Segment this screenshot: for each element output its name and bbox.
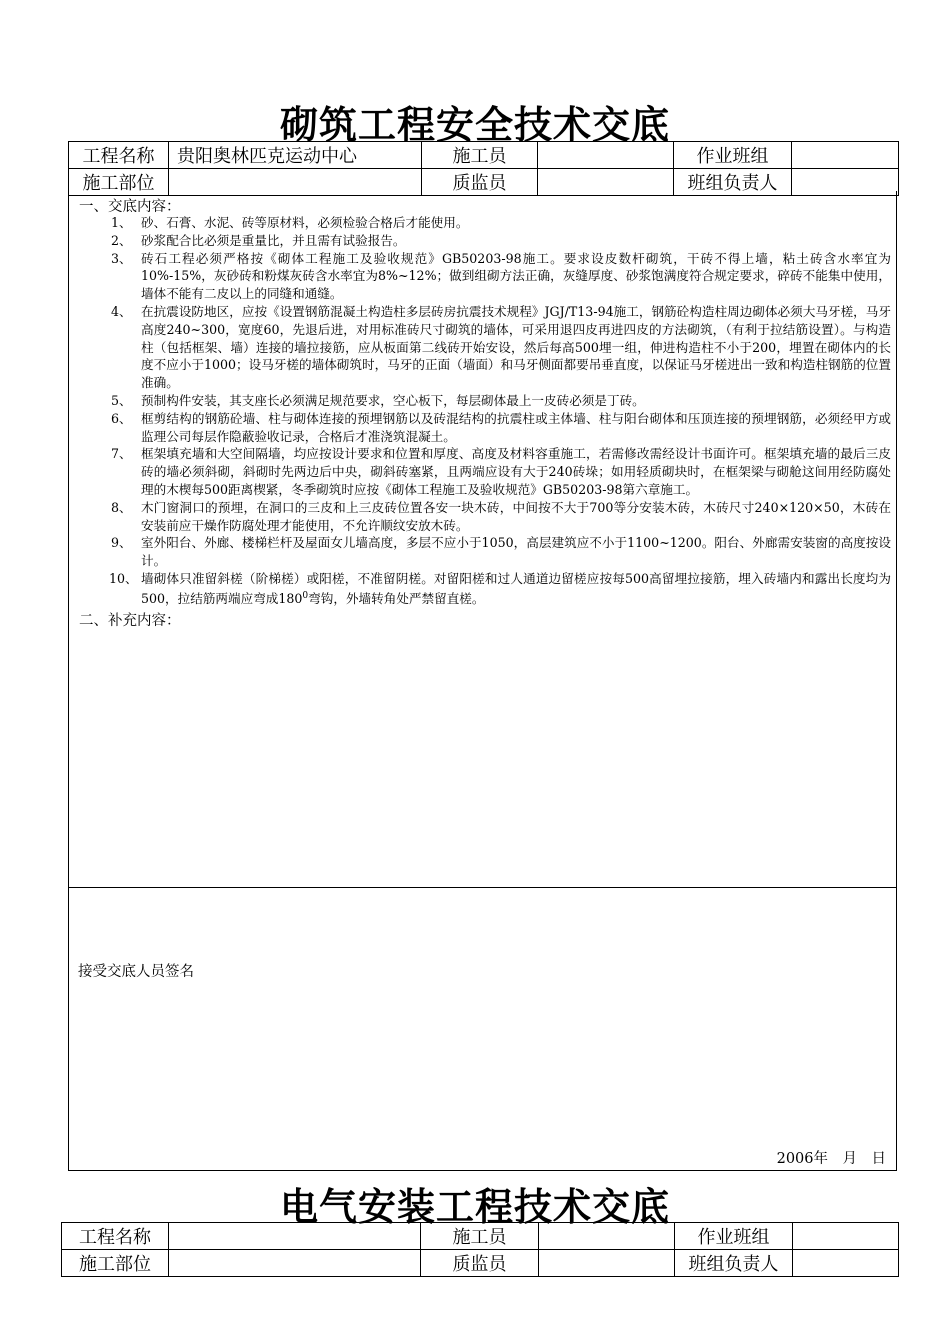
- item-text: 木门窗洞口的预埋，在洞口的三皮和上三皮砖位置各安一块木砖，中间按不大于700等分安装木砖，木砖尺寸240×120×50，木砖在安装前应干燥作防腐处理才能使用，不允许顺纹安放木砖。: [141, 499, 891, 533]
- doc1-title: 砌筑工程安全技术交底: [279, 103, 670, 147]
- leader-label: 班组负责人: [674, 169, 792, 196]
- worker-value[interactable]: [538, 142, 674, 169]
- item-number: 10、: [109, 570, 138, 586]
- item-number: 2、: [111, 232, 132, 248]
- item-text: 墙砌体只准留斜槎（阶梯槎）或阳槎，不准留阴槎。对留阳槎和过人通道边留槎应按每500高留埋拉接筋，埋入砖墙内和露出长度均为500，拉结筋两端应弯成180: [141, 570, 891, 606]
- signature-date: 2006年 月 日: [776, 1151, 886, 1167]
- signature-box[interactable]: [68, 887, 897, 1171]
- section2-title: 二、补充内容：: [79, 613, 181, 629]
- item-text: 框剪结构的钢筋砼墙、柱与砌体连接的预埋钢筋以及砖混结构的抗震柱或主体墙、柱与阳台砌体和压顶连接的预埋钢筋，必须经甲方或监理公司每层作隐蔽验收记录，合格后才准浇筑混凝土。: [141, 410, 891, 444]
- project-name-value[interactable]: [169, 1223, 421, 1250]
- list-item: [79, 499, 891, 535]
- signature-label: 接受交底人员签名: [78, 964, 194, 980]
- list-item: [79, 214, 891, 232]
- list-item: [79, 392, 891, 410]
- leader-value[interactable]: [793, 1250, 899, 1277]
- team-value[interactable]: [792, 142, 899, 169]
- item-number: 3、: [111, 250, 132, 266]
- list-item: [79, 250, 891, 303]
- section1-title: 一、交底内容：: [79, 199, 181, 215]
- doc2-title: 电气安装工程技术交底: [279, 1185, 670, 1229]
- inspector-label: 质监员: [421, 1250, 539, 1277]
- list-item: [79, 445, 891, 498]
- list-item: [79, 303, 891, 392]
- item-number: 1、: [111, 215, 132, 230]
- location-label: 施工部位: [69, 169, 169, 196]
- worker-label: 施工员: [422, 142, 538, 169]
- briefing-items-list: [79, 214, 891, 608]
- list-item: [79, 570, 891, 608]
- item-number: 6、: [111, 410, 132, 426]
- project-name-value[interactable]: 贵阳奥林匹克运动中心: [169, 142, 422, 169]
- list-item: [79, 534, 891, 570]
- item-text-tail: 弯钩，外墙转角处严禁留直槎。: [308, 590, 485, 606]
- inspector-value[interactable]: [539, 1250, 675, 1277]
- worker-value[interactable]: [539, 1223, 675, 1250]
- project-name-label: 工程名称: [62, 1223, 169, 1250]
- item-text: 框架填充墙和大空间隔墙，均应按设计要求和位置和厚度、高度及材料容重施工，若需修改需经设计书面许可。框架填充墙的最后三皮砖的墙必须斜砌，斜砌时先两边后中央，砌斜砖塞紧，且两端应设有大于240砖垛；如用轻质砌块时，在框架梁与砌舱这间用经防腐处理的木楔每500距离楔紧，冬季砌筑时应按《砌体工程施工及验收规范》GB50203-98第六章施工。: [141, 446, 891, 497]
- item-text: 在抗震设防地区，应按《设置钢筋混凝土构造柱多层砖房抗震技术规程》JGJ/T13-94施工，钢筋砼构造柱周边砌体必须大马牙槎，马牙高度240~300，宽度60，先退后进，对用标准砖尺寸砌筑的墙体，可采用退四皮再进四皮的方法砌筑，（有利于拉结筋设置）。与构造柱（包括框架、墙）连接的墙拉接筋，应从板面第二线砖开始安设，然后每高500埋一组，伸进构造柱不小于200，埋置在砌体内的长度不应小于1000；设马牙槎的墙体砌筑时，马牙的正面（墙面）和马牙侧面都要吊垂直度，以保证马牙槎进出一致和构造柱钢筋的位置准确。: [141, 303, 891, 391]
- item-text: 预制构件安装，其支座长必须满足规范要求，空心板下，每层砌体最上一皮砖必须是丁砖。: [141, 392, 645, 408]
- briefing-content-box: [68, 191, 897, 888]
- team-label: 作业班组: [675, 1223, 793, 1250]
- item-number: 9、: [111, 535, 132, 551]
- project-name-label: 工程名称: [69, 142, 169, 169]
- worker-label: 施工员: [421, 1223, 539, 1250]
- item-number: 5、: [111, 392, 132, 408]
- team-label: 作业班组: [674, 142, 792, 169]
- item-text: 砖石工程必须严格按《砌体工程施工及验收规范》GB50203-98施工。要求设皮数杆砌筑，干砖不得上墙，粘土砖含水率宜为10%-15%，灰砂砖和粉煤灰砖含水率宜为8%~12%；做到组砌方法正确，灰缝厚度、砂浆饱满度符合规定要求，碎砖不能集中使用，墙体不能有二皮以上的同缝和通缝。: [141, 250, 891, 302]
- doc1-header-table: [68, 141, 899, 196]
- team-value[interactable]: [793, 1223, 899, 1250]
- item-text: 砂浆配合比必须是重量比，并且需有试验报告。: [141, 232, 406, 248]
- item-text: 砂、石膏、水泥、砖等原材料，必须检验合格后才能使用。: [141, 215, 469, 230]
- list-item: [79, 232, 891, 250]
- leader-label: 班组负责人: [675, 1250, 793, 1277]
- item-text: 室外阳台、外廊、楼梯栏杆及屋面女儿墙高度，多层不应小于1050，高层建筑应不小于1100~1200。阳台、外廊需安装窗的高度按设计。: [141, 535, 891, 569]
- location-value[interactable]: [169, 1250, 421, 1277]
- degree-superscript: 0: [302, 590, 309, 601]
- item-number: 4、: [111, 303, 132, 319]
- item-number: 7、: [111, 446, 132, 462]
- inspector-label: 质监员: [422, 169, 538, 196]
- item-number: 8、: [111, 499, 132, 515]
- location-label: 施工部位: [62, 1250, 169, 1277]
- list-item: [79, 410, 891, 446]
- doc2-header-table: [61, 1222, 899, 1277]
